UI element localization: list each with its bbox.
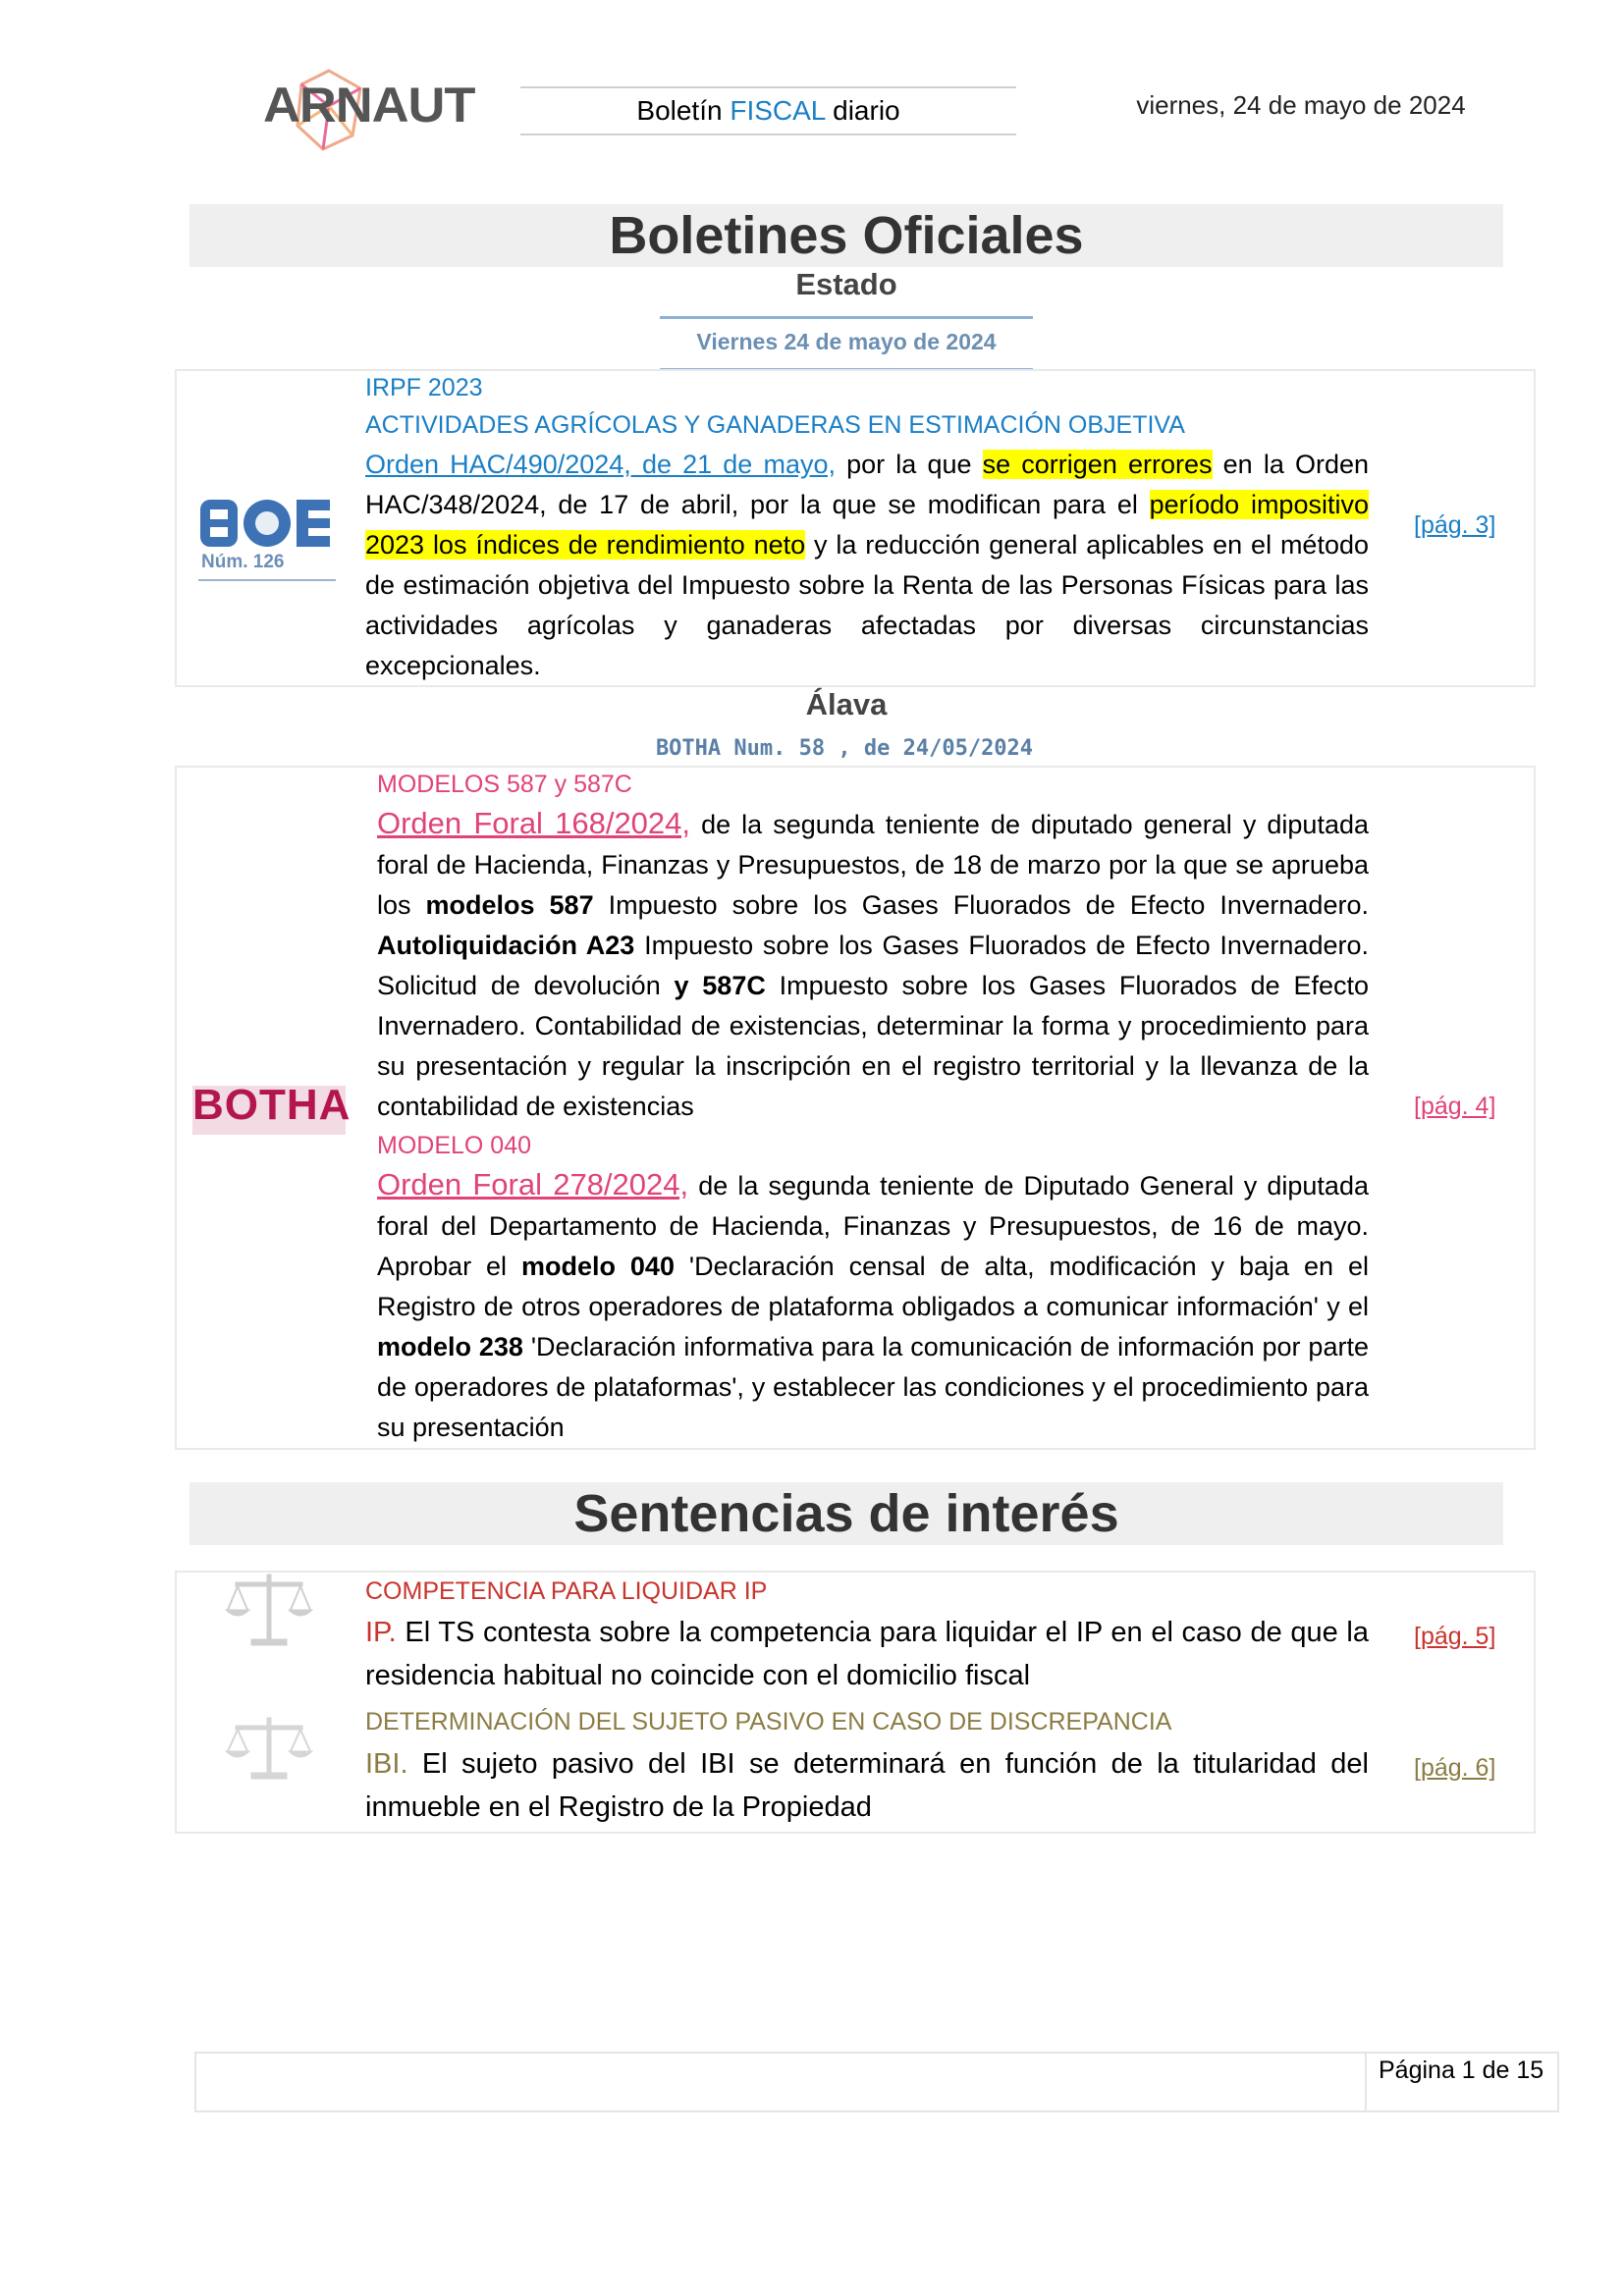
boe-heading-irpf: IRPF 2023 bbox=[365, 374, 483, 401]
sentencia-2-page-link[interactable]: [pág. 6] bbox=[1414, 1754, 1496, 1782]
subsection-alava: Álava bbox=[805, 687, 888, 721]
boe-text-1: por la que bbox=[835, 450, 983, 479]
botha-logo: BOTHA bbox=[192, 1081, 352, 1129]
sentencia-2-body: El sujeto pasivo del IBI se determinará en función de la titularidad del inmueble en el Registro de la Propiedad bbox=[365, 1748, 1369, 1823]
m1-bold-1: modelos 587 bbox=[425, 890, 594, 920]
m2-text-3: 'Declaración informativa para la comunicación de información por parte de operadores de plataformas', y establecer las condiciones y el procedimiento para su presentación bbox=[377, 1332, 1369, 1442]
date-label: Viernes 24 de mayo de 2024 bbox=[660, 316, 1033, 371]
botha-heading-modelo-040: MODELO 040 bbox=[377, 1132, 532, 1159]
orden-foral-278-link[interactable]: Orden Foral 278/2024, bbox=[377, 1167, 689, 1201]
boe-text-2: en la Orden HAC/348/2024, de 17 de abril, por la que se modifican para el bbox=[365, 450, 1370, 519]
sentencia-1-heading: COMPETENCIA PARA LIQUIDAR IP bbox=[365, 1577, 768, 1605]
sentencia-1-text bbox=[365, 1611, 1369, 1697]
botha-reference: BOTHA Num. 58 , de 24/05/2024 bbox=[655, 736, 1034, 761]
orden-foral-168-link[interactable]: Orden Foral 168/2024, bbox=[377, 806, 691, 840]
boe-heading-activities: ACTIVIDADES AGRÍCOLAS Y GANADERAS EN ESTIMACIÓN OBJETIVA bbox=[365, 411, 1185, 439]
m2-text-2: 'Declaración censal de alta, modificación y baja en el Registro de otros operadores de plataforma obligados a comunicar información' y el bbox=[377, 1252, 1369, 1321]
section-title-boletines: Boletines Oficiales bbox=[189, 204, 1503, 267]
subsection-estado: Estado bbox=[795, 267, 897, 301]
sentencia-1-page-link[interactable]: [pág. 5] bbox=[1414, 1623, 1496, 1650]
footer-divider bbox=[1365, 2052, 1367, 2112]
header-date: viernes, 24 de mayo de 2024 bbox=[1136, 90, 1466, 120]
botha-page-link[interactable]: [pág. 4] bbox=[1414, 1093, 1496, 1120]
bulletin-highlight: FISCAL bbox=[730, 95, 826, 126]
botha-heading-modelos-587: MODELOS 587 y 587C bbox=[377, 771, 632, 798]
bulletin-title bbox=[520, 86, 1016, 135]
sentencia-1-tag: IP. bbox=[365, 1617, 397, 1648]
boe-divider bbox=[198, 579, 336, 581]
m1-text-2: Impuesto sobre los Gases Fluorados de Efecto Invernadero. bbox=[593, 890, 1369, 920]
sentencia-1-body: El TS contesta sobre la competencia para liquidar el IP en el caso de que la residencia habitual no coincide con el domicilio fiscal bbox=[365, 1617, 1369, 1691]
boe-body-text bbox=[365, 445, 1369, 686]
m1-text-3: Impuesto sobre los Gases Fluorados de Efecto Invernadero. Solicitud de devolución bbox=[377, 931, 1369, 1000]
boe-page-link[interactable]: [pág. 3] bbox=[1414, 511, 1496, 539]
botha-modelo-040-text bbox=[377, 1164, 1369, 1448]
bulletin-suffix: diario bbox=[825, 95, 900, 126]
boe-highlight-2: período impositivo 2023 los índices de rendimiento neto bbox=[365, 490, 1369, 560]
footer-box bbox=[194, 2052, 1559, 2112]
section-title-sentencias: Sentencias de interés bbox=[189, 1482, 1503, 1545]
m2-bold-1: modelo 040 bbox=[520, 1252, 675, 1281]
sentencia-2-text bbox=[365, 1742, 1369, 1829]
boe-highlight-1: se corrigen errores bbox=[982, 450, 1213, 479]
m2-bold-2: modelo 238 bbox=[377, 1332, 523, 1362]
m1-bold-3: y 587C bbox=[674, 971, 766, 1000]
bulletin-prefix: Boletín bbox=[636, 95, 731, 126]
sentencia-2-heading: DETERMINACIÓN DEL SUJETO PASIVO EN CASO DE DISCREPANCIA bbox=[365, 1708, 1172, 1735]
scales-icon bbox=[224, 1714, 314, 1798]
m1-text-4: Impuesto sobre los Gases Fluorados de Efecto Invernadero. Contabilidad de existencias, determinar la forma y procedimiento para su presentación y regular la inscripción en el registro territorial y la llevanza de la contabilidad de existencias bbox=[377, 971, 1370, 1121]
m2-text-1: de la segunda teniente de Diputado General y diputada foral del Departamento de Hacienda, Finanzas y Presupuestos, de 16 de mayo. Aprobar el bbox=[377, 1171, 1369, 1281]
boe-number: Núm. 126 bbox=[201, 552, 285, 572]
logo-wordmark: ARNAUT bbox=[263, 78, 475, 133]
scales-icon bbox=[224, 1571, 314, 1655]
m1-bold-2: Autoliquidación A23 bbox=[377, 931, 635, 960]
sentencia-2-tag: IBI. bbox=[365, 1748, 408, 1780]
m1-text-1: de la segunda teniente de diputado general y diputada foral de Hacienda, Finanzas y Presupuestos, de 18 de marzo por la que se aprueba los bbox=[377, 810, 1369, 920]
botha-modelos-587-text bbox=[377, 803, 1369, 1127]
boe-order-link[interactable]: Orden HAC/490/2024, de 21 de mayo, bbox=[365, 450, 836, 479]
page-number: Página 1 de 15 bbox=[1379, 2056, 1544, 2084]
boe-text-3: y la reducción general aplicables en el método de estimación objetiva del Impuesto sobre la Renta de las Personas Físicas para las actividades agrícolas y ganaderas afectadas por diversas circunstancias excepcionales. bbox=[365, 530, 1369, 680]
